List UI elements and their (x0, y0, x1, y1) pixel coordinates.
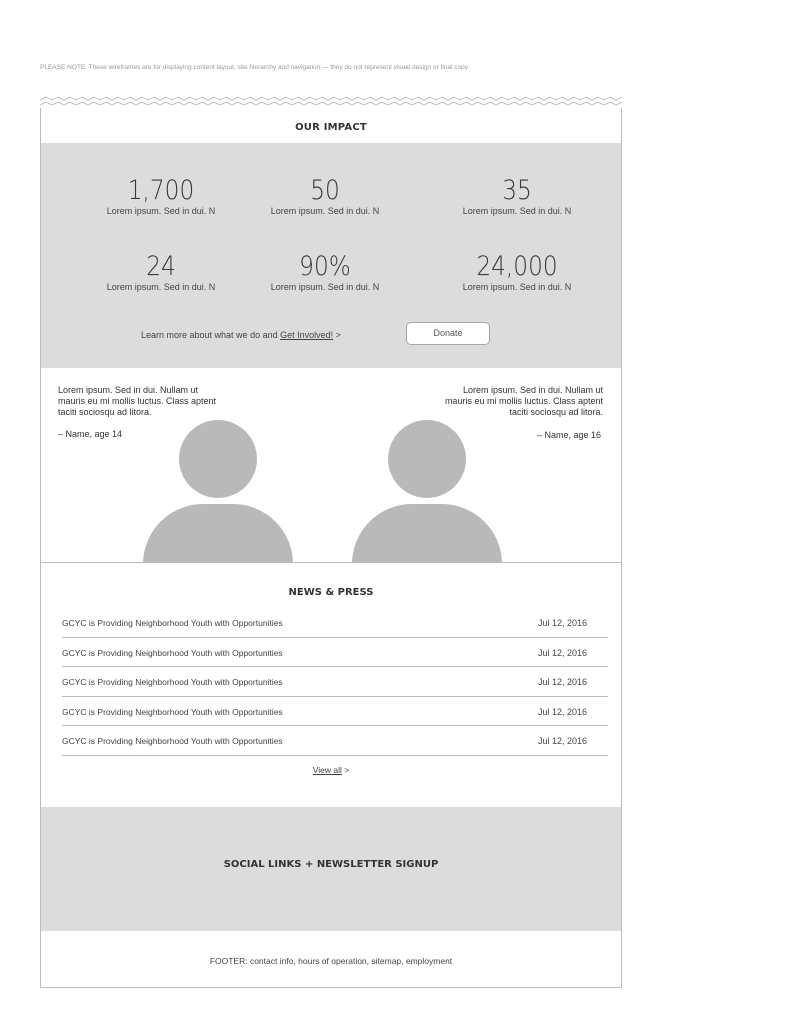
stat-item (225, 252, 425, 293)
news-item[interactable] (62, 608, 608, 638)
news-date: Jul 12, 2016 (537, 677, 587, 687)
news-headline[interactable]: GCYC is Providing Neighborhood Youth with Opportunities (62, 677, 283, 687)
testimonial-quote: Lorem ipsum. Sed in dui. Nullam ut mauris eu mi mollis luctus. Class aptent taciti sociosqu ad litora. (444, 385, 603, 417)
view-all-suffix: > (341, 765, 350, 775)
news-date: Jul 12, 2016 (537, 647, 587, 658)
stat-item (417, 252, 617, 293)
view-all (41, 765, 621, 775)
stat-caption: Lorem ipsum. Sed in dui. N (462, 282, 572, 292)
wireframe-note: PLEASE NOTE: These wireframes are for displaying content layout, site hierarchy and navigation — they do not represent visual design or final copy (40, 64, 469, 71)
page-frame (40, 108, 622, 988)
news-headline[interactable]: GCYC is Providing Neighborhood Youth with Opportunities (62, 647, 283, 658)
impact-title: OUR IMPACT (295, 122, 367, 133)
news-headline[interactable]: GCYC is Providing Neighborhood Youth with Opportunities (62, 736, 283, 746)
stat-value: 24,000 (476, 251, 558, 282)
news-date: Jul 12, 2016 (537, 618, 587, 628)
stat-item (225, 176, 425, 217)
stat-caption: Lorem ipsum. Sed in dui. N (462, 206, 572, 216)
stat-value: 35 (502, 175, 532, 206)
stat-value: 24 (146, 251, 176, 282)
stat-caption: Lorem ipsum. Sed in dui. N (270, 206, 380, 216)
stat-caption: Lorem ipsum. Sed in dui. N (106, 282, 216, 292)
torn-edge-divider (40, 96, 622, 108)
get-involved-link[interactable]: Get Involved! (280, 330, 334, 340)
news-headline[interactable]: GCYC is Providing Neighborhood Youth with Opportunities (62, 706, 283, 717)
testimonial-quote: Lorem ipsum. Sed in dui. Nullam ut mauris eu mi mollis luctus. Class aptent taciti sociosqu ad litora. (58, 385, 217, 417)
news-date: Jul 12, 2016 (537, 736, 587, 746)
impact-panel (41, 143, 621, 368)
social-newsletter-section (41, 807, 621, 931)
footer-label: FOOTER: contact info, hours of operation, sitemap, employment (209, 956, 453, 966)
news-list (62, 608, 608, 756)
testimonial-attribution: – Name, age 14 (58, 429, 123, 439)
donate-button[interactable]: Donate (406, 322, 490, 345)
news-date: Jul 12, 2016 (537, 706, 587, 717)
cta-text: Learn more about what we do and (141, 330, 281, 340)
stat-item (417, 176, 617, 217)
news-item[interactable] (62, 726, 608, 756)
stat-value: 1,700 (127, 175, 195, 206)
testimonials-section (41, 368, 621, 563)
testimonial-attribution: – Name, age 16 (536, 430, 601, 440)
view-all-link[interactable]: View all (312, 765, 342, 775)
stat-caption: Lorem ipsum. Sed in dui. N (106, 206, 216, 216)
news-title: NEWS & PRESS (288, 587, 374, 598)
stat-caption: Lorem ipsum. Sed in dui. N (270, 282, 380, 292)
news-headline[interactable]: GCYC is Providing Neighborhood Youth with Opportunities (62, 618, 283, 628)
stat-value: 90% (299, 251, 351, 282)
news-item[interactable] (62, 638, 608, 668)
news-item[interactable] (62, 697, 608, 727)
get-involved-cta (141, 330, 341, 340)
stat-value: 50 (310, 175, 340, 206)
social-newsletter-label: SOCIAL LINKS + NEWSLETTER SIGNUP (223, 859, 439, 870)
cta-suffix: > (333, 330, 341, 340)
news-item[interactable] (62, 667, 608, 697)
